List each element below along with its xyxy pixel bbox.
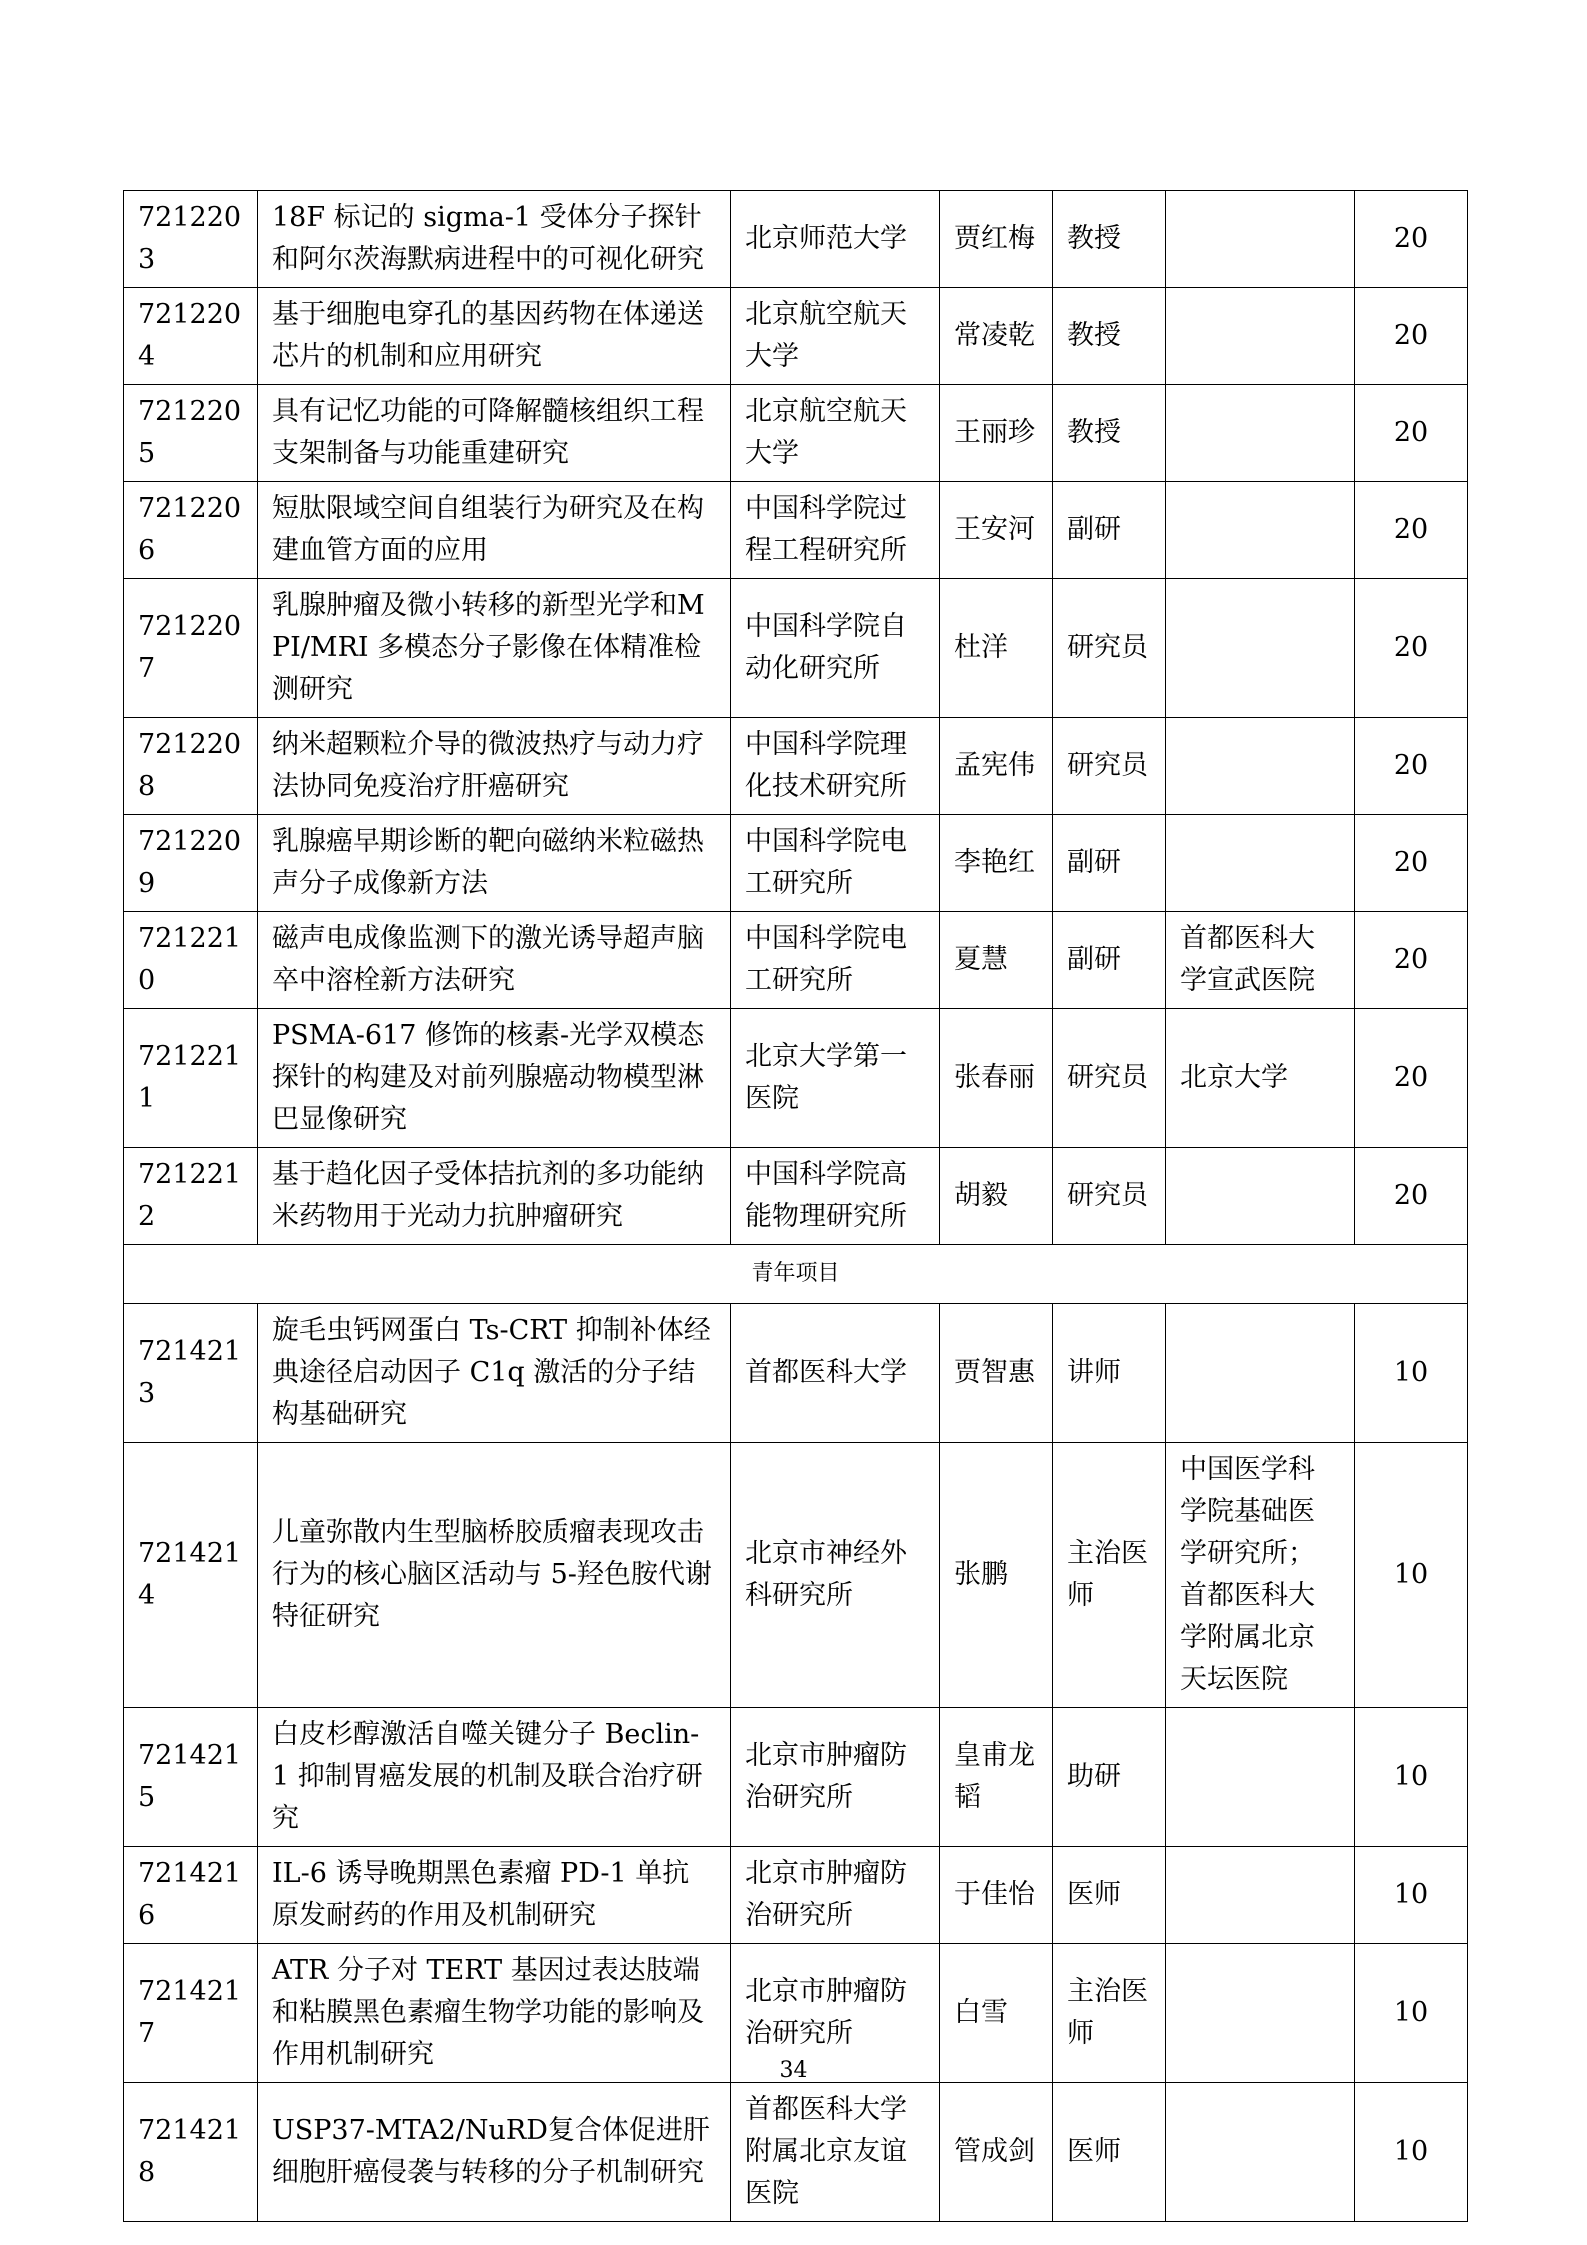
host-organization: 北京航空航天大学: [731, 385, 940, 482]
principal-investigator: 于佳怡: [940, 1847, 1053, 1944]
professional-title: 助研: [1053, 1708, 1166, 1847]
host-organization: 北京市肿瘤防治研究所: [731, 1708, 940, 1847]
funding-amount: 20: [1355, 385, 1468, 482]
project-table: [123, 190, 1468, 2222]
professional-title: 主治医师: [1053, 1443, 1166, 1708]
project-title: 乳腺肿瘤及微小转移的新型光学和MPI/MRI 多模态分子影像在体精准检测研究: [258, 579, 731, 718]
partner-organization: [1166, 191, 1355, 288]
professional-title: 研究员: [1053, 579, 1166, 718]
table-row: [124, 191, 1468, 288]
project-title: 具有记忆功能的可降解髓核组织工程支架制备与功能重建研究: [258, 385, 731, 482]
host-organization: 北京师范大学: [731, 191, 940, 288]
funding-amount: 10: [1355, 1944, 1468, 2083]
funding-amount: 20: [1355, 1148, 1468, 1245]
host-organization: 中国科学院高能物理研究所: [731, 1148, 940, 1245]
project-title: USP37-MTA2/NuRD复合体促进肝细胞肝癌侵袭与转移的分子机制研究: [258, 2083, 731, 2222]
principal-investigator: 胡毅: [940, 1148, 1053, 1245]
table-body-youth-projects: [124, 1304, 1468, 2222]
table-row: [124, 1847, 1468, 1944]
table-row: [124, 2083, 1468, 2222]
table-row: [124, 912, 1468, 1009]
host-organization: 首都医科大学: [731, 1304, 940, 1443]
project-code: 7212209: [124, 815, 258, 912]
project-title: 儿童弥散内生型脑桥胶质瘤表现攻击行为的核心脑区活动与 5-羟色胺代谢特征研究: [258, 1443, 731, 1708]
table-row: [124, 385, 1468, 482]
project-title: 基于趋化因子受体拮抗剂的多功能纳米药物用于光动力抗肿瘤研究: [258, 1148, 731, 1245]
section-label: 青年项目: [124, 1245, 1468, 1304]
partner-organization: 中国医学科学院基础医学研究所；首都医科大学附属北京天坛医院: [1166, 1443, 1355, 1708]
principal-investigator: 常凌乾: [940, 288, 1053, 385]
project-code: 7214215: [124, 1708, 258, 1847]
host-organization: 北京市肿瘤防治研究所: [731, 1944, 940, 2083]
funding-amount: 20: [1355, 288, 1468, 385]
host-organization: 中国科学院过程工程研究所: [731, 482, 940, 579]
project-code: 7212212: [124, 1148, 258, 1245]
partner-organization: [1166, 718, 1355, 815]
project-title: 乳腺癌早期诊断的靶向磁纳米粒磁热声分子成像新方法: [258, 815, 731, 912]
professional-title: 医师: [1053, 2083, 1166, 2222]
table-row: [124, 1009, 1468, 1148]
host-organization: 首都医科大学附属北京友谊医院: [731, 2083, 940, 2222]
professional-title: 教授: [1053, 191, 1166, 288]
partner-organization: [1166, 1148, 1355, 1245]
principal-investigator: 孟宪伟: [940, 718, 1053, 815]
partner-organization: [1166, 385, 1355, 482]
partner-organization: [1166, 1304, 1355, 1443]
funding-amount: 20: [1355, 718, 1468, 815]
funding-amount: 10: [1355, 1443, 1468, 1708]
professional-title: 医师: [1053, 1847, 1166, 1944]
principal-investigator: 皇甫龙韬: [940, 1708, 1053, 1847]
project-title: PSMA-617 修饰的核素-光学双模态探针的构建及对前列腺癌动物模型淋巴显像研究: [258, 1009, 731, 1148]
host-organization: 中国科学院理化技术研究所: [731, 718, 940, 815]
host-organization: 北京市肿瘤防治研究所: [731, 1847, 940, 1944]
project-title: 18F 标记的 sigma-1 受体分子探针和阿尔茨海默病进程中的可视化研究: [258, 191, 731, 288]
project-title: ATR 分子对 TERT 基因过表达肢端和粘膜黑色素瘤生物学功能的影响及作用机制研究: [258, 1944, 731, 2083]
professional-title: 研究员: [1053, 1009, 1166, 1148]
host-organization: 北京航空航天大学: [731, 288, 940, 385]
project-code: 7214218: [124, 2083, 258, 2222]
project-code: 7214214: [124, 1443, 258, 1708]
host-organization: 中国科学院电工研究所: [731, 912, 940, 1009]
host-organization: 中国科学院电工研究所: [731, 815, 940, 912]
project-code: 7214217: [124, 1944, 258, 2083]
project-title: 旋毛虫钙网蛋白 Ts-CRT 抑制补体经典途径启动因子 C1q 激活的分子结构基础研究: [258, 1304, 731, 1443]
project-title: 短肽限域空间自组装行为研究及在构建血管方面的应用: [258, 482, 731, 579]
funding-amount: 10: [1355, 1708, 1468, 1847]
project-code: 7212204: [124, 288, 258, 385]
partner-organization: 首都医科大学宣武医院: [1166, 912, 1355, 1009]
professional-title: 教授: [1053, 385, 1166, 482]
project-title: IL-6 诱导晚期黑色素瘤 PD-1 单抗原发耐药的作用及机制研究: [258, 1847, 731, 1944]
host-organization: 北京大学第一医院: [731, 1009, 940, 1148]
table-row: [124, 1708, 1468, 1847]
funding-amount: 20: [1355, 191, 1468, 288]
project-title: 基于细胞电穿孔的基因药物在体递送芯片的机制和应用研究: [258, 288, 731, 385]
project-code: 7212206: [124, 482, 258, 579]
principal-investigator: 张鹏: [940, 1443, 1053, 1708]
professional-title: 研究员: [1053, 1148, 1166, 1245]
principal-investigator: 夏慧: [940, 912, 1053, 1009]
table-row: [124, 482, 1468, 579]
funding-amount: 20: [1355, 579, 1468, 718]
partner-organization: 北京大学: [1166, 1009, 1355, 1148]
partner-organization: [1166, 1708, 1355, 1847]
professional-title: 副研: [1053, 482, 1166, 579]
project-code: 7214213: [124, 1304, 258, 1443]
professional-title: 副研: [1053, 912, 1166, 1009]
professional-title: 教授: [1053, 288, 1166, 385]
partner-organization: [1166, 482, 1355, 579]
partner-organization: [1166, 579, 1355, 718]
project-code: 7212211: [124, 1009, 258, 1148]
funding-amount: 20: [1355, 1009, 1468, 1148]
table-row: [124, 815, 1468, 912]
principal-investigator: 李艳红: [940, 815, 1053, 912]
project-code: 7212203: [124, 191, 258, 288]
table-body-key-projects: [124, 191, 1468, 1245]
principal-investigator: 贾智惠: [940, 1304, 1053, 1443]
table-row: [124, 288, 1468, 385]
project-code: 7212208: [124, 718, 258, 815]
funding-amount: 20: [1355, 482, 1468, 579]
project-code: 7212207: [124, 579, 258, 718]
table-row: [124, 579, 1468, 718]
principal-investigator: 王丽珍: [940, 385, 1053, 482]
principal-investigator: 管成剑: [940, 2083, 1053, 2222]
project-code: 7212210: [124, 912, 258, 1009]
professional-title: 副研: [1053, 815, 1166, 912]
table-row: [124, 718, 1468, 815]
partner-organization: [1166, 815, 1355, 912]
section-row: [124, 1245, 1468, 1304]
partner-organization: [1166, 1847, 1355, 1944]
professional-title: 讲师: [1053, 1304, 1166, 1443]
project-title: 白皮杉醇激活自噬关键分子 Beclin-1 抑制胃癌发展的机制及联合治疗研究: [258, 1708, 731, 1847]
project-code: 7214216: [124, 1847, 258, 1944]
table-row: [124, 1443, 1468, 1708]
table-row: [124, 1148, 1468, 1245]
project-title: 纳米超颗粒介导的微波热疗与动力疗法协同免疫治疗肝癌研究: [258, 718, 731, 815]
principal-investigator: 杜洋: [940, 579, 1053, 718]
funding-amount: 20: [1355, 912, 1468, 1009]
funding-amount: 20: [1355, 815, 1468, 912]
professional-title: 研究员: [1053, 718, 1166, 815]
professional-title: 主治医师: [1053, 1944, 1166, 2083]
page-number: 34: [779, 2058, 808, 2083]
principal-investigator: 张春丽: [940, 1009, 1053, 1148]
funding-amount: 10: [1355, 1304, 1468, 1443]
principal-investigator: 白雪: [940, 1944, 1053, 2083]
host-organization: 中国科学院自动化研究所: [731, 579, 940, 718]
principal-investigator: 贾红梅: [940, 191, 1053, 288]
principal-investigator: 王安河: [940, 482, 1053, 579]
project-code: 7212205: [124, 385, 258, 482]
funding-amount: 10: [1355, 2083, 1468, 2222]
partner-organization: [1166, 2083, 1355, 2222]
table-section: [124, 1245, 1468, 1304]
funding-amount: 10: [1355, 1847, 1468, 1944]
host-organization: 北京市神经外科研究所: [731, 1443, 940, 1708]
table-row: [124, 1304, 1468, 1443]
partner-organization: [1166, 288, 1355, 385]
project-title: 磁声电成像监测下的激光诱导超声脑卒中溶栓新方法研究: [258, 912, 731, 1009]
